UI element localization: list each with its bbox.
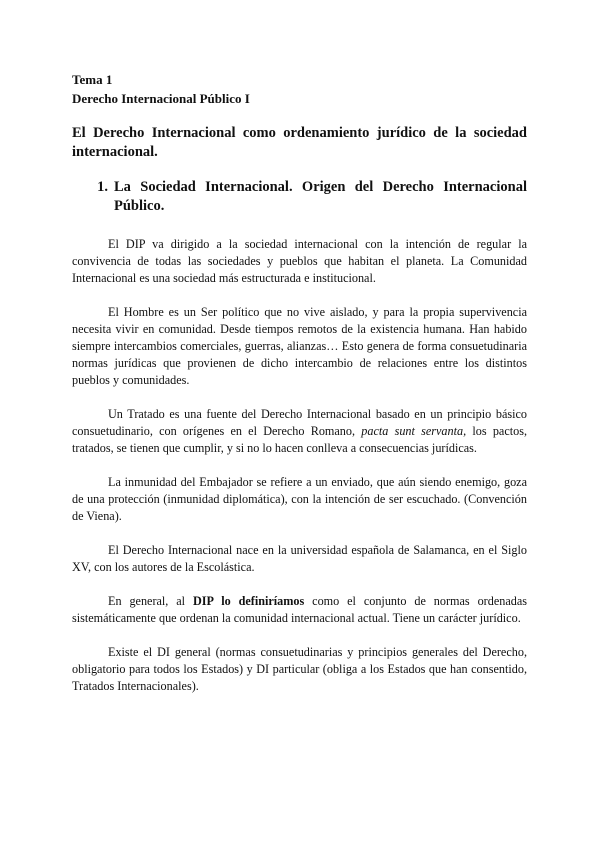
section-heading (72, 178, 527, 216)
subject-title: Derecho Internacional Público I (72, 91, 250, 106)
topic-label: Tema 1 (72, 72, 113, 87)
paragraph-6-text-before: En general, al (108, 594, 186, 608)
paragraph-5: El Derecho Internacional nace en la universidad española de Salamanca, en el Siglo XV, con los autores de la Escolástica. (72, 543, 527, 574)
paragraph-3-text-after: los pactos, tratados, se tienen que cumplir, y si no lo hacen conlleva a consecuencias jurídicas. (72, 424, 528, 455)
paragraph-6 (72, 593, 527, 627)
paragraph-3-text-before: Un Tratado es una fuente del Derecho Internacional basado en un principio básico consuetudinario, con orígenes en el Derecho Romano, (72, 407, 527, 438)
paragraph-3-latin-maxim: pacta sunt servanta, (361, 424, 467, 438)
paragraph-6-text-after: como el conjunto de normas ordenadas sistemáticamente que ordenan la comunidad internacional actual. Tiene un carácter jurídico. (72, 594, 527, 625)
paragraph-7: Existe el DI general (normas consuetudinarias y principios generales del Derecho, obligatorio para todos los Estados) y DI particular (obliga a los Estados que han consentido, Tratados Internacionales). (72, 645, 527, 693)
section-title: La Sociedad Internacional. Origen del Derecho Internacional Público. (114, 179, 527, 214)
section-number: 1. (97, 179, 108, 195)
paragraph-1: El DIP va dirigido a la sociedad internacional con la intención de regular la convivencia de todas las sociedades y pueblos que habitan el planeta. La Comunidad Internacional es una sociedad más estructurada e institucional. (72, 237, 527, 285)
document-title: El Derecho Internacional como ordenamiento jurídico de la sociedad internacional. (72, 125, 527, 160)
paragraph-4: La inmunidad del Embajador se refiere a un enviado, que aún siendo enemigo, goza de una protección (inmunidad diplomática), con la intención de ser escuchado. (Convención de Viena). (72, 475, 527, 523)
document-page (72, 70, 527, 695)
paragraph-3 (72, 406, 527, 457)
paragraph-6-bold-term: DIP lo definiríamos (192, 594, 305, 608)
paragraph-2: El Hombre es un Ser político que no vive aislado, y para la propia supervivencia necesita vivir en comunidad. Desde tiempos remotos de la existencia humana. Han habido siempre intercambios comerciales, guerras, alianzas… Esto genera de forma consuetudinaria normas jurídicas que provienen de dicho intercambio de relaciones entre los distintos pueblos y comunidades. (72, 305, 527, 387)
